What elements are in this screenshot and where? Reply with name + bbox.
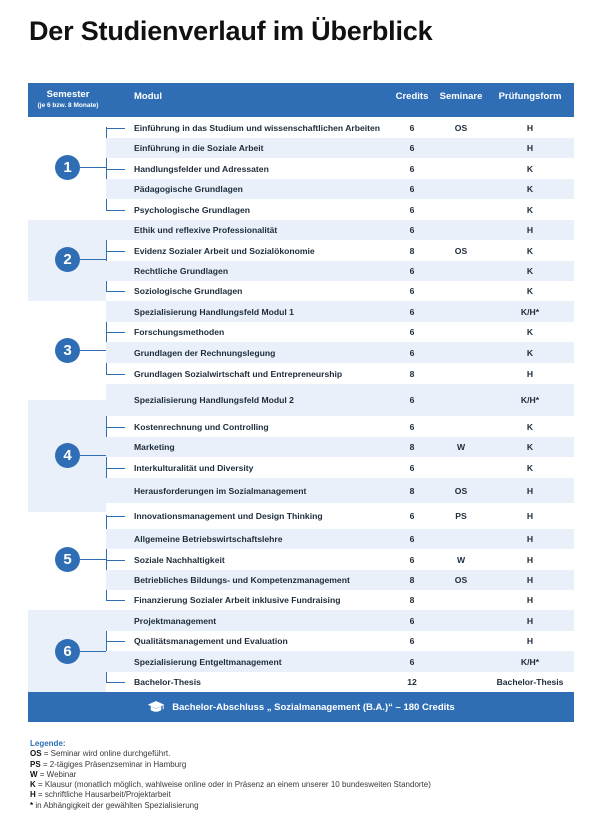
module-seminar: OS	[454, 575, 468, 585]
module-seminar: OS	[454, 245, 468, 256]
module-credits: 6	[409, 554, 415, 565]
module-name: Grundlagen der Rechnungslegung	[134, 347, 276, 358]
module-exam-type: K	[526, 245, 534, 256]
module-exam-type: K	[526, 266, 534, 276]
semester-number-badge: 3	[55, 338, 80, 363]
module-row	[106, 322, 574, 342]
module-row	[106, 570, 574, 590]
module-row	[106, 158, 574, 179]
module-exam-type: K	[526, 286, 534, 296]
graduation-cap-icon	[147, 700, 165, 714]
module-name: Interkulturalität und Diversity	[134, 462, 254, 473]
module-credits: 8	[409, 595, 415, 605]
module-credits: 6	[409, 266, 415, 276]
degree-banner	[28, 692, 574, 722]
module-name: Pädagogische Grundlagen	[134, 184, 243, 194]
module-name: Betriebliches Bildungs- und Kompetenzmanagement	[134, 575, 350, 585]
module-exam-type: H	[526, 368, 534, 379]
legend-title: Legende:	[30, 739, 66, 748]
module-name: Spezialisierung Entgeltmanagement	[134, 656, 282, 667]
module-row	[106, 138, 574, 158]
module-exam-type: H	[526, 485, 534, 496]
module-row	[106, 457, 574, 478]
module-credits: 8	[409, 245, 415, 256]
module-credits: 6	[409, 615, 415, 626]
module-seminar	[436, 363, 486, 384]
module-row	[106, 478, 574, 503]
module-exam-type: K/H*	[520, 656, 540, 667]
module-credits: 6	[409, 225, 415, 235]
module-credits: 6	[409, 421, 415, 432]
module-exam-type: K	[526, 163, 534, 174]
module-name: Forschungsmethoden	[134, 327, 225, 337]
module-name: Ethik und reflexive Professionalität	[134, 225, 278, 235]
module-credits: 6	[409, 462, 415, 473]
semester-connector	[80, 167, 106, 168]
module-seminar	[436, 672, 486, 692]
module-seminar	[436, 342, 486, 363]
module-credits: 6	[409, 286, 415, 296]
legend-item-os: OS = Seminar wird online durchgeführt.	[30, 749, 171, 759]
module-seminar: OS	[454, 123, 468, 133]
module-name: Bachelor-Thesis	[134, 677, 201, 687]
module-credits: 6	[409, 184, 415, 194]
module-row	[106, 590, 574, 610]
table-header	[28, 83, 574, 117]
module-exam-type: H	[526, 225, 534, 235]
legend-item-asterisk: * in Abhängigkeit der gewählten Spezialisierung	[30, 800, 199, 810]
module-seminar: W	[456, 442, 466, 452]
module-exam-type: H	[526, 534, 534, 544]
module-name: Evidenz Sozialer Arbeit und Sozialökonomie	[134, 245, 315, 256]
semester-connector	[80, 455, 106, 456]
module-seminar	[436, 590, 486, 610]
module-seminar: PS	[455, 511, 467, 521]
module-credits: 8	[409, 442, 415, 452]
legend-item-h: H = schriftliche Hausarbeit/Projektarbeit	[30, 790, 171, 800]
module-seminar	[436, 610, 486, 631]
legend-item-k: K = Klausur (monatlich möglich, wahlweise online oder in Präsenz an einem unserer 10 bundesweiten Standorte)	[30, 780, 431, 790]
module-seminar	[436, 138, 486, 158]
module-exam-type: K	[526, 442, 534, 452]
module-credits: 8	[409, 368, 415, 379]
module-credits: 6	[409, 534, 415, 544]
module-row	[106, 118, 574, 138]
module-name: Handlungsfelder und Adressaten	[134, 163, 269, 174]
module-row	[106, 529, 574, 549]
header-pruefungsform: Prüfungsform	[498, 91, 562, 102]
module-credits: 6	[409, 347, 415, 358]
module-name: Qualitätsmanagement und Evaluation	[134, 636, 288, 646]
degree-banner-text: Bachelor-Abschluss „ Sozialmanagement (B.A.)“ – 180 Credits	[172, 701, 455, 713]
module-name: Soziale Nachhaltigkeit	[134, 554, 225, 565]
module-credits: 6	[409, 204, 415, 215]
module-credits: 6	[409, 395, 415, 405]
module-exam-type: K	[526, 462, 534, 473]
module-credits: 6	[409, 306, 415, 317]
module-name: Spezialisierung Handlungsfeld Modul 1	[134, 306, 294, 317]
module-credits: 6	[409, 511, 415, 521]
module-exam-type: H	[526, 511, 534, 521]
module-exam-type: K	[526, 184, 534, 194]
module-exam-type: H	[526, 615, 534, 626]
module-seminar	[436, 261, 486, 281]
module-exam-type: H	[526, 595, 534, 605]
module-credits: 6	[409, 143, 415, 153]
module-seminar	[436, 199, 486, 220]
module-row	[106, 281, 574, 301]
module-seminar	[436, 220, 486, 240]
module-seminar	[436, 457, 486, 478]
module-exam-type: K	[526, 204, 534, 215]
module-exam-type: Bachelor-Thesis	[496, 677, 564, 687]
header-modul: Modul	[134, 91, 162, 102]
legend-item-w: W = Webinar	[30, 769, 77, 779]
module-name: Kostenrechnung und Controlling	[134, 421, 269, 432]
module-credits: 12	[407, 677, 417, 687]
module-exam-type: K	[526, 421, 534, 432]
module-row	[106, 416, 574, 437]
semester-number-badge: 2	[55, 247, 80, 272]
module-exam-type: K/H*	[520, 395, 540, 405]
module-exam-type: H	[526, 636, 534, 646]
module-exam-type: K	[526, 327, 534, 337]
module-row	[106, 437, 574, 457]
module-exam-type: K/H*	[520, 306, 540, 317]
module-seminar	[436, 416, 486, 437]
module-row	[106, 179, 574, 199]
module-credits: 6	[409, 123, 415, 133]
module-exam-type: H	[526, 123, 534, 133]
module-name: Grundlagen Sozialwirtschaft und Entrepreneurship	[134, 368, 343, 379]
module-name: Projektmanagement	[134, 615, 217, 626]
semester-connector	[80, 259, 106, 260]
module-seminar: OS	[454, 485, 468, 496]
module-seminar	[436, 322, 486, 342]
header-seminare: Seminare	[439, 91, 483, 102]
header-semester-sub: (je 6 bzw. 8 Monate)	[37, 102, 99, 109]
semester-number-badge: 6	[55, 639, 80, 664]
semester-connector	[80, 651, 106, 652]
module-name: Spezialisierung Handlungsfeld Modul 2	[134, 395, 294, 405]
module-row	[106, 549, 574, 570]
module-name: Soziologische Grundlagen	[134, 286, 243, 296]
module-row	[106, 610, 574, 631]
module-row	[106, 199, 574, 220]
header-credits: Credits	[395, 91, 429, 102]
module-seminar	[436, 158, 486, 179]
module-row	[106, 220, 574, 240]
semester-number-badge: 1	[55, 155, 80, 180]
module-seminar: W	[456, 554, 466, 565]
module-name: Allgemeine Betriebswirtschaftslehre	[134, 534, 283, 544]
semester-number-badge: 5	[55, 547, 80, 572]
module-row	[106, 651, 574, 672]
module-row	[106, 363, 574, 384]
module-row	[106, 240, 574, 261]
semester-connector	[80, 350, 106, 351]
module-seminar	[436, 179, 486, 199]
module-exam-type: H	[526, 575, 534, 585]
module-seminar	[436, 529, 486, 549]
module-row	[106, 672, 574, 692]
module-seminar	[436, 651, 486, 672]
legend-item-ps: PS = 2-tägiges Präsenzseminar in Hamburg	[30, 759, 187, 769]
module-credits: 6	[409, 327, 415, 337]
module-credits: 8	[409, 485, 415, 496]
module-name: Innovationsmanagement und Design Thinking	[134, 511, 323, 521]
module-credits: 8	[409, 575, 415, 585]
module-name: Psychologische Grundlagen	[134, 204, 251, 215]
module-name: Einführung in das Studium und wissenschaftlichen Arbeiten	[134, 123, 381, 133]
semester-number-badge: 4	[55, 443, 80, 468]
module-name: Marketing	[134, 442, 175, 452]
module-row	[106, 301, 574, 322]
module-seminar	[436, 281, 486, 301]
page-title: Der Studienverlauf im Überblick	[29, 16, 433, 46]
module-name: Finanzierung Sozialer Arbeit inklusive Fundraising	[134, 595, 341, 605]
header-semester: Semester	[46, 89, 90, 100]
module-seminar	[436, 384, 486, 416]
module-credits: 6	[409, 636, 415, 646]
module-row	[106, 342, 574, 363]
semester-connector	[80, 559, 106, 560]
module-row	[106, 503, 574, 529]
module-credits: 6	[409, 656, 415, 667]
module-name: Rechtliche Grundlagen	[134, 266, 229, 276]
module-exam-type: K	[526, 347, 534, 358]
module-seminar	[436, 631, 486, 651]
module-exam-type: H	[526, 143, 534, 153]
legend	[30, 739, 431, 811]
module-row	[106, 384, 574, 416]
module-credits: 6	[409, 163, 415, 174]
module-seminar	[436, 301, 486, 322]
module-name: Einführung in die Soziale Arbeit	[134, 143, 264, 153]
module-row	[106, 631, 574, 651]
module-row	[106, 261, 574, 281]
module-name: Herausforderungen im Sozialmanagement	[134, 485, 307, 496]
module-exam-type: H	[526, 554, 534, 565]
